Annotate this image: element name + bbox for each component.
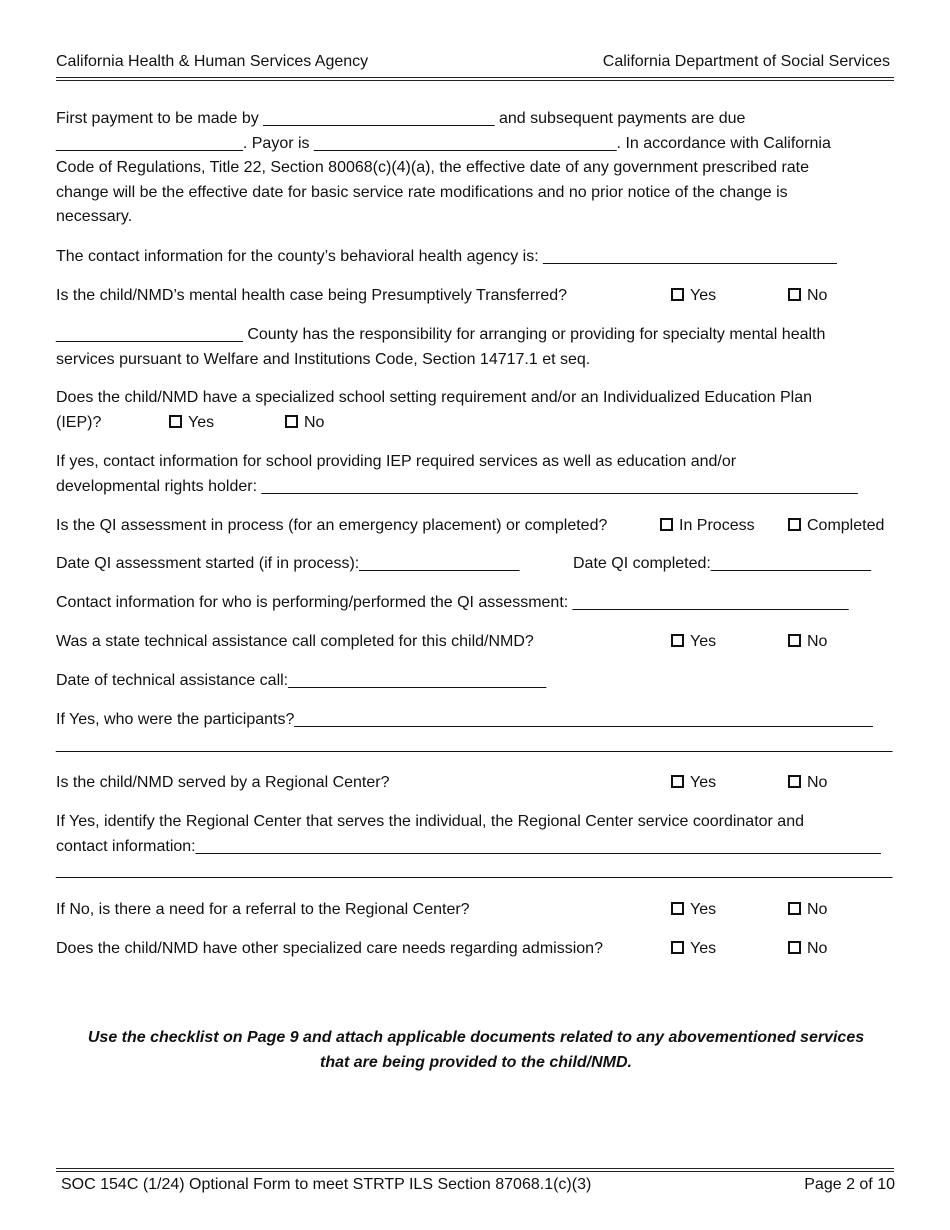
regional-identify [56, 810, 892, 884]
iep-no[interactable] [285, 411, 324, 436]
regional-identify-line-1: If Yes, identify the Regional Center that serves the individual, the Regional Center service coordinator and [56, 813, 804, 830]
referral-no[interactable] [788, 898, 827, 923]
tech-question: Was a state technical assistance call completed for this child/NMD? [56, 633, 534, 650]
qi-completed[interactable] [788, 514, 884, 539]
checkbox-icon[interactable] [285, 415, 298, 428]
footer-form-id: SOC 154C (1/24) Optional Form to meet STRTP ILS Section 87068.1(c)(3) [61, 1176, 592, 1193]
payment-line-2: _____________________. Payor is __________________________________. In accordance with California [56, 134, 831, 152]
presumptive-yes[interactable] [671, 284, 716, 309]
header-agency: California Health & Human Services Agency [56, 53, 369, 70]
checklist-instruction [56, 1025, 896, 1075]
yes-label: Yes [188, 414, 215, 431]
footer-rule-bottom [56, 1171, 894, 1172]
completed-label: Completed [807, 517, 885, 534]
tech-date-field[interactable]: Date of technical assistance call:_____________________________ [56, 672, 547, 689]
qi-in-process[interactable] [660, 514, 755, 539]
payment-line-5: necessary. [56, 208, 133, 226]
checkbox-icon[interactable] [788, 288, 801, 301]
iep-line-1: Does the child/NMD have a specialized school setting requirement and/or an Individualized Education Plan [56, 389, 812, 406]
county-line-1[interactable]: _____________________ County has the responsibility for arranging or providing for specialty mental health [56, 326, 826, 343]
checkbox-icon[interactable] [671, 902, 684, 915]
payment-line-3: Code of Regulations, Title 22, Section 80068(c)(4)(a), the effective date of any government prescribed rate [56, 159, 810, 177]
regional-no[interactable] [788, 771, 827, 796]
no-label: No [807, 633, 828, 650]
header-rule-top [56, 77, 894, 78]
regional-yes[interactable] [671, 771, 716, 796]
payment-line-4: change will be the effective date for basic service rate modifications and no prior notice of the change is [56, 183, 788, 201]
checkbox-icon[interactable] [788, 634, 801, 647]
checkbox-icon[interactable] [660, 518, 673, 531]
regional-identify-line-3[interactable]: ______________________________________________________________________________________________ [56, 862, 893, 880]
instruction-line-2: that are being provided to the child/NMD. [319, 1054, 632, 1071]
no-label: No [807, 287, 828, 304]
iep-contact-line-2[interactable]: developmental rights holder: ___________________________________________________________________ [56, 477, 858, 495]
yes-label: Yes [690, 633, 717, 650]
yes-label: Yes [690, 901, 717, 918]
checkbox-icon[interactable] [671, 941, 684, 954]
header-rule-bottom [56, 80, 894, 81]
yes-label: Yes [690, 287, 717, 304]
checkbox-icon[interactable] [788, 775, 801, 788]
other-needs-yes[interactable] [671, 937, 716, 962]
yes-label: Yes [690, 940, 717, 957]
footer-rule-top [56, 1168, 894, 1169]
checkbox-icon[interactable] [671, 288, 684, 301]
instruction-line-1: Use the checklist on Page 9 and attach applicable documents related to any abovementioned services [87, 1029, 865, 1046]
behavioral-contact-field[interactable]: The contact information for the county’s behavioral health agency is: _________________________________ [56, 248, 837, 265]
qi-contact-field[interactable]: Contact information for who is performing/performed the QI assessment: _______________________________ [56, 594, 849, 611]
referral-question: If No, is there a need for a referral to the Regional Center? [56, 901, 470, 918]
tech-no[interactable] [788, 630, 827, 655]
iep-contact [56, 450, 858, 499]
yes-label: Yes [690, 774, 717, 791]
presumptive-no[interactable] [788, 284, 827, 309]
iep-line-2: (IEP)? [56, 413, 102, 431]
qi-date-completed-field[interactable]: Date QI completed:__________________ [573, 555, 872, 572]
footer-page-number: Page 2 of 10 [804, 1176, 895, 1193]
no-label: No [304, 414, 325, 431]
other-needs-question: Does the child/NMD have other specialized care needs regarding admission? [56, 940, 603, 957]
payment-line-1: First payment to be made by __________________________ and subsequent payments are due [56, 110, 746, 127]
checkbox-icon[interactable] [788, 902, 801, 915]
county-line-2: services pursuant to Welfare and Institutions Code, Section 14717.1 et seq. [56, 350, 591, 368]
checkbox-icon[interactable] [788, 941, 801, 954]
regional-identify-line-2[interactable]: contact information:_____________________________________________________________________________ [56, 837, 881, 855]
regional-question: Is the child/NMD served by a Regional Center? [56, 774, 390, 791]
checkbox-icon[interactable] [671, 775, 684, 788]
checkbox-icon[interactable] [671, 634, 684, 647]
no-label: No [807, 774, 828, 791]
in-process-label: In Process [679, 517, 755, 534]
tech-yes[interactable] [671, 630, 716, 655]
qi-date-started-field[interactable]: Date QI assessment started (if in process):__________________ [56, 555, 520, 572]
qi-question: Is the QI assessment in process (for an emergency placement) or completed? [56, 517, 608, 534]
county-paragraph [56, 323, 825, 372]
iep-yes[interactable] [169, 411, 214, 436]
header-department: California Department of Social Services [602, 53, 890, 70]
participants [56, 708, 892, 757]
iep-contact-line-1: If yes, contact information for school providing IEP required services as well as education and/or [56, 453, 737, 470]
no-label: No [807, 940, 828, 957]
participants-line-1[interactable]: If Yes, who were the participants?_________________________________________________________________ [56, 711, 873, 728]
other-needs-no[interactable] [788, 937, 827, 962]
checkbox-icon[interactable] [169, 415, 182, 428]
checkbox-icon[interactable] [788, 518, 801, 531]
payment-paragraph [56, 107, 831, 230]
no-label: No [807, 901, 828, 918]
referral-yes[interactable] [671, 898, 716, 923]
participants-line-2[interactable]: ______________________________________________________________________________________________ [56, 735, 893, 753]
presumptive-question: Is the child/NMD’s mental health case being Presumptively Transferred? [56, 287, 568, 304]
